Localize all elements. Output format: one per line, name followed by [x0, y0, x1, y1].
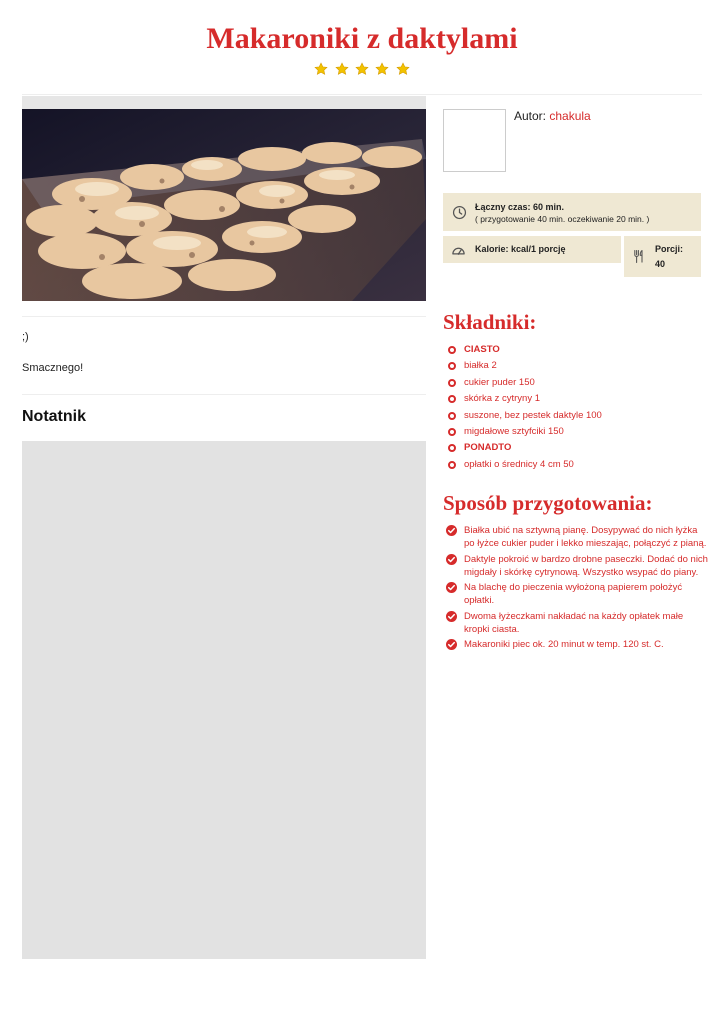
star-icon	[396, 62, 410, 76]
ingredient-group-heading: CIASTO	[448, 343, 708, 359]
preparation-step: Na blachę do pieczenia wyłożoną papierem położyć opłatki.	[446, 581, 708, 608]
ring-bullet-icon	[448, 346, 456, 354]
author-label: Autor:	[514, 109, 547, 123]
portions-label: Porcji:	[655, 244, 684, 254]
preparation-step: Makaroniki piec ok. 20 minut w temp. 120 st. C.	[446, 638, 708, 651]
closing-text: Smacznego!	[22, 362, 84, 374]
notes-area[interactable]	[22, 441, 426, 959]
preparation-step: Dwoma łyżeczkami nakładać na każdy opłatek małe kropki ciasta.	[446, 610, 708, 637]
ingredient-item: białka 2	[448, 359, 708, 375]
preparation-heading: Sposób przygotowania:	[443, 491, 653, 515]
check-circle-icon	[446, 554, 457, 565]
ring-bullet-icon	[448, 412, 456, 420]
ingredient-item: cukier puder 150	[448, 376, 708, 392]
calories-box	[443, 236, 621, 263]
author-line	[514, 109, 591, 123]
ingredient-item: suszone, bez pestek daktyle 100	[448, 409, 708, 425]
ingredients-list	[448, 343, 708, 474]
ring-bullet-icon	[448, 428, 456, 436]
star-icon	[355, 62, 369, 76]
calories-label: Kalorie: kcal/1 porcję	[475, 244, 566, 254]
check-circle-icon	[446, 582, 457, 593]
recipe-title: Makaroniki z daktylami	[206, 22, 518, 55]
ring-bullet-icon	[448, 362, 456, 370]
author-link[interactable]: chakula	[549, 109, 591, 123]
ingredient-item: skórka z cytryny 1	[448, 392, 708, 408]
notes-divider	[22, 394, 426, 395]
scale-icon	[451, 242, 466, 262]
ingredient-item: migdałowe sztyfciki 150	[448, 425, 708, 441]
preparation-step: Białka ubić na sztywną pianę. Dosypywać do nich łyżka po łyżce cukier puder i lekko mieszając, połączyć z pianą.	[446, 524, 708, 551]
intro-text: ;)	[22, 331, 29, 343]
check-circle-icon	[446, 611, 457, 622]
preparation-steps	[446, 524, 708, 654]
check-circle-icon	[446, 525, 457, 536]
ring-bullet-icon	[448, 379, 456, 387]
star-icon	[314, 62, 328, 76]
preparation-step: Daktyle pokroić w bardzo drobne paseczki. Dodać do nich migdały i skórkę cytrynową. Wszystko wsypać do piany.	[446, 553, 708, 580]
photo-divider	[22, 316, 426, 317]
total-time-box	[443, 193, 701, 231]
author-avatar	[443, 109, 506, 172]
portions-value: 40	[655, 259, 666, 269]
total-time-label: Łączny czas: 60 min.	[475, 202, 565, 212]
ring-bullet-icon	[448, 395, 456, 403]
check-circle-icon	[446, 639, 457, 650]
ingredients-heading: Składniki:	[443, 310, 537, 334]
time-breakdown: ( przygotowanie 40 min. oczekiwanie 20 min. )	[475, 214, 650, 224]
portions-box	[624, 236, 701, 277]
clock-icon	[452, 205, 467, 225]
notes-heading: Notatnik	[22, 408, 86, 425]
photo-top-band	[22, 96, 426, 109]
ring-bullet-icon	[448, 461, 456, 469]
ring-bullet-icon	[448, 444, 456, 452]
ingredient-group-heading: PONADTO	[448, 441, 708, 457]
header-divider	[22, 94, 702, 95]
star-icon	[335, 62, 349, 76]
ingredient-item: opłatki o średnicy 4 cm 50	[448, 458, 708, 474]
cutlery-icon	[633, 249, 645, 269]
rating-stars	[0, 62, 724, 81]
recipe-photo	[22, 109, 426, 301]
star-icon	[375, 62, 389, 76]
